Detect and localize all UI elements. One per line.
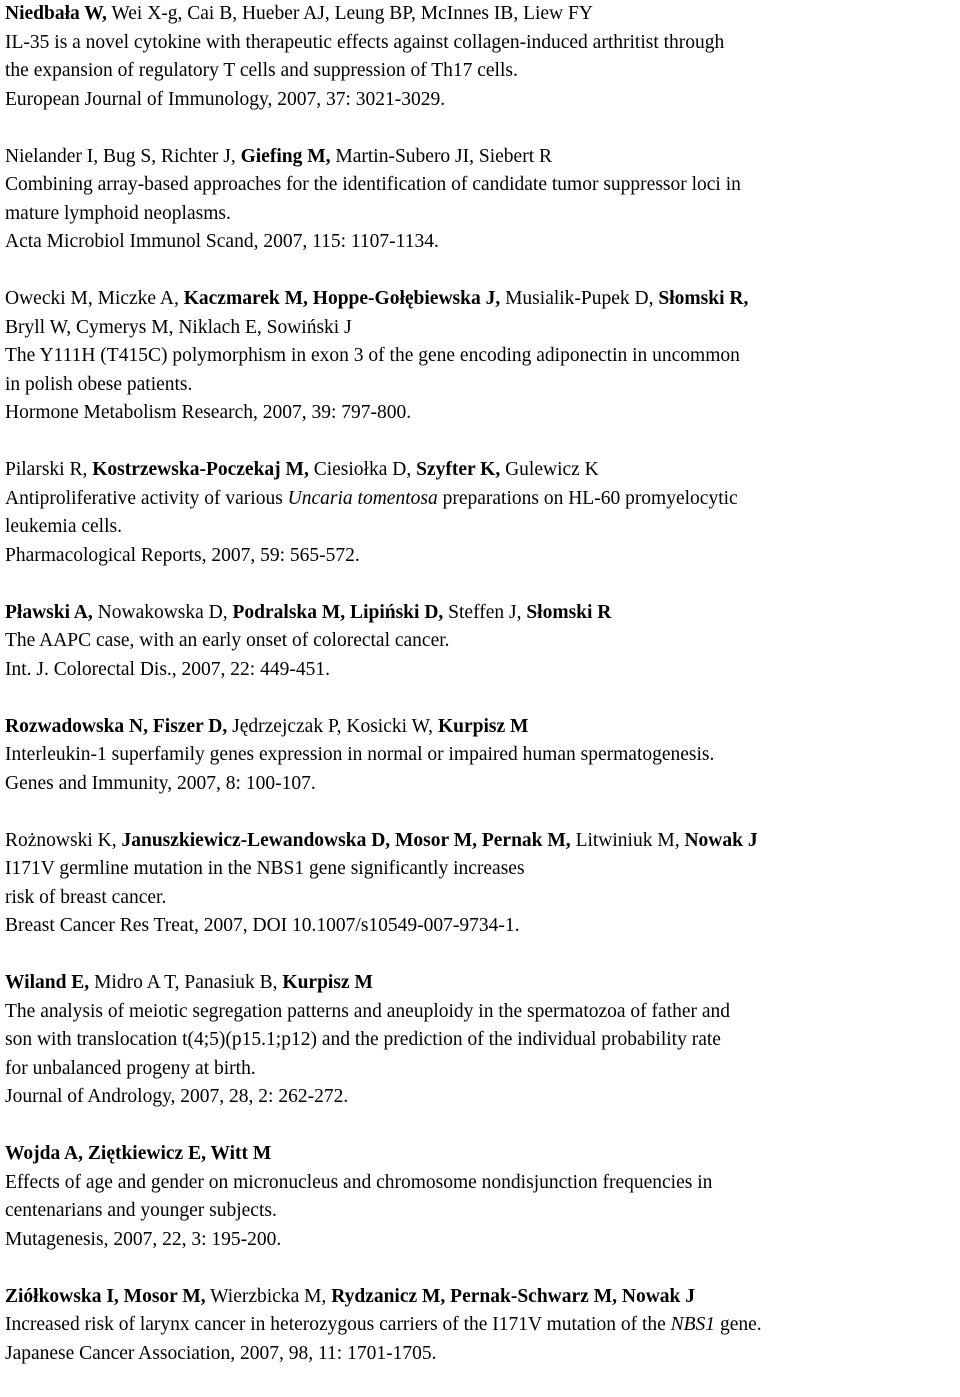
author-name: Wei X-g, Cai B, Hueber AJ, Leung BP, McInnes IB, Liew FY [106,3,593,24]
publication-entry [5,1140,957,1254]
journal-citation: Journal of Andrology, 2007, 28, 2: 262-272. [5,1086,349,1107]
title-text: Effects of age and gender on micronucleus and chromosome nondisjunction frequencies in [5,1171,713,1193]
author-highlighted: Słomski R [526,601,612,623]
article-title-line [5,200,957,229]
article-title-line [5,371,957,400]
author-line: Bryll W, Cymerys M, Niklach E, Sowiński J [5,316,352,338]
author-name: Gulewicz K [500,459,599,480]
publication-entry [5,713,957,799]
article-title-line [5,1197,957,1226]
article-title-line [5,627,957,656]
author-name: Wierzbicka M, [205,1285,332,1307]
journal-citation: Int. J. Colorectal Dis., 2007, 22: 449-451. [5,658,330,680]
title-text: Combining array-based approaches for the identification of candidate tumor suppressor loci in [5,174,741,195]
article-title-line [5,29,957,58]
journal-citation: Genes and Immunity, 2007, 8: 100-107. [5,772,316,794]
article-title-line [5,57,957,86]
publication-entry [5,827,957,941]
author-highlighted: Niedbała W, [5,3,107,24]
author-highlighted: Kurpisz M [282,972,373,993]
article-title-line [5,1055,957,1084]
publication-entry [5,0,957,114]
title-text: mature lymphoid neoplasms. [5,202,231,224]
author-line [5,599,957,628]
article-title-line [5,342,957,371]
article-title-line [5,1311,957,1340]
author-line [5,456,957,485]
title-text: leukemia cells. [5,516,122,537]
author-line [5,0,957,29]
title-text: The Y111H (T415C) polymorphism in exon 3 of the gene encoding adiponectin in uncommon [5,345,740,366]
author-highlighted: Pławski A, [5,601,93,623]
title-text: Increased risk of larynx cancer in heterozygous carriers of the I171V mutation of the [5,1314,671,1335]
author-line [5,969,957,998]
journal-citation: European Journal of Immunology, 2007, 37: 3021-3029. [5,88,446,110]
author-name: Martin-Subero JI, Siebert R [330,145,553,167]
article-title-line [5,513,957,542]
publication-entry [5,969,957,1112]
author-name: Pilarski R, [5,459,93,480]
author-name: Nielander I, Bug S, Richter J, [5,145,241,167]
title-text: The AAPC case, with an early onset of colorectal cancer. [5,630,450,651]
author-highlighted: Kostrzewska-Poczekaj M, [92,459,309,480]
author-highlighted: Wojda A, Ziętkiewicz E, Witt M [5,1143,272,1164]
title-text: centenarians and younger subjects. [5,1200,277,1221]
title-text: I171V germline mutation in the NBS1 gene significantly increases [5,858,525,879]
article-title-line [5,884,957,913]
journal-citation: Mutagenesis, 2007, 22, 3: 195-200. [5,1228,282,1250]
title-text: preparations on HL-60 promyelocytic [437,487,738,509]
publication-entry [5,599,957,685]
journal-citation: Breast Cancer Res Treat, 2007, DOI 10.1007/s10549-007-9734-1. [5,915,520,936]
publication-entry [5,1283,957,1369]
author-line [5,1140,957,1169]
author-highlighted: Podralska M, Lipiński D, [232,601,444,623]
article-title-line [5,1169,957,1198]
title-text: IL-35 is a novel cytokine with therapeutic effects against collagen-induced arthritist through [5,31,725,53]
author-highlighted: Szyfter K, [416,459,501,480]
publication-entry [5,456,957,570]
title-text: son with translocation t(4;5)(p15.1;p12) and the prediction of the individual probability rate [5,1029,721,1050]
author-name: Rożnowski K, [5,829,122,851]
author-highlighted: Wiland E, [5,972,90,993]
author-line [5,143,957,172]
author-highlighted: Słomski R, [658,288,749,309]
publication-list [5,0,957,1397]
article-title-line [5,741,957,770]
title-text: in polish obese patients. [5,373,193,395]
author-highlighted: Kurpisz M [437,715,529,737]
author-highlighted: Giefing M, [240,145,331,167]
author-name: Nowakowska D, [92,601,233,623]
article-title-line [5,485,957,514]
author-line [5,713,957,742]
title-text: The analysis of meiotic segregation patterns and aneuploidy in the spermatozoa of father and [5,1000,731,1022]
title-text: the expansion of regulatory T cells and suppression of Th17 cells. [5,60,518,81]
journal-citation: Pharmacological Reports, 2007, 59: 565-572. [5,544,360,566]
italic-term: Uncaria tomentosa [287,487,438,509]
author-line [5,1283,957,1312]
title-text: for unbalanced progeny at birth. [5,1057,256,1079]
article-title-line [5,998,957,1027]
author-line [5,285,957,314]
title-text: Interleukin-1 superfamily genes expression in normal or impaired human spermatogenesis. [5,744,715,765]
journal-citation: Acta Microbiol Immunol Scand, 2007, 115: 1107-1134. [5,231,439,252]
author-highlighted: Nowak J [684,829,758,851]
author-highlighted: Januszkiewicz-Lewandowska D, Mosor M, Pernak M, [121,829,571,851]
italic-term: NBS1 [670,1314,716,1335]
article-title-line [5,171,957,200]
author-name: Musialik-Pupek D, [500,288,659,309]
article-title-line [5,1026,957,1055]
article-title-line [5,855,957,884]
title-text: risk of breast cancer. [5,886,167,908]
publication-entry [5,143,957,257]
title-text: Antiproliferative activity of various [5,487,288,509]
author-name: Steffen J, [443,601,527,623]
author-highlighted: Ziółkowska I, Mosor M, [5,1285,206,1307]
author-highlighted: Kaczmarek M, Hoppe-Gołębiewska J, [183,288,501,309]
journal-citation: Hormone Metabolism Research, 2007, 39: 797-800. [5,402,412,423]
author-highlighted: Rozwadowska N, Fiszer D, [5,715,228,737]
journal-citation: Japanese Cancer Association, 2007, 98, 11: 1701-1705. [5,1342,437,1364]
author-name: Owecki M, Miczke A, [5,288,184,309]
author-line [5,827,957,856]
author-name: Jędrzejczak P, Kosicki W, [227,715,438,737]
author-name: Ciesiołka D, [308,459,417,480]
publication-entry [5,285,957,428]
author-name: Litwiniuk M, [570,829,685,851]
author-name: Midro A T, Panasiuk B, [89,972,283,993]
author-highlighted: Rydzanicz M, Pernak-Schwarz M, Nowak J [331,1285,695,1307]
title-text: gene. [715,1314,762,1335]
